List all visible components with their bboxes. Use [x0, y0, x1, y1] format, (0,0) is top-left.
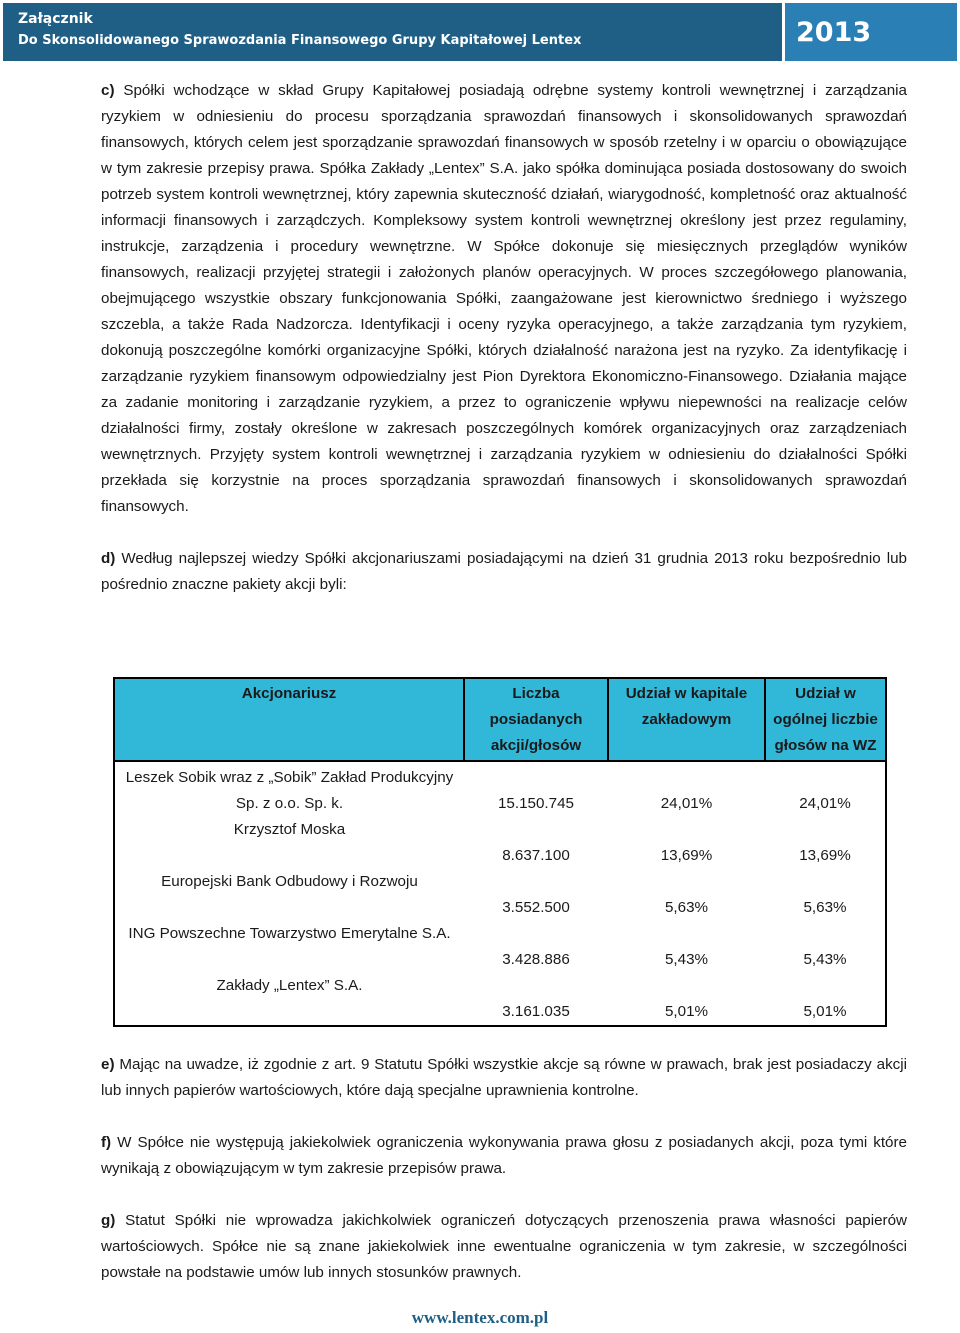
cell-capital-share: 5,01%: [664, 1003, 709, 1020]
document-body: [101, 78, 907, 598]
cell-capital-share: 24,01%: [660, 795, 713, 812]
cell-shares: 3.552.500: [502, 899, 570, 916]
section-d: [101, 546, 907, 598]
cell-capital-share: 5,63%: [664, 899, 709, 916]
col-header-shareholder: Akcjonariusz: [114, 678, 464, 761]
cell-shares: 3.428.886: [502, 951, 570, 968]
section-e: [101, 1052, 907, 1104]
cell-shares: 3.161.035: [502, 1003, 570, 1020]
table-header-row: [114, 678, 886, 761]
section-f-text: W Spółce nie występują jakiekolwiek ograniczenia wykonywania prawa głosu z posiadanych akcji, poza tymi które wynikają z obowiązującym w tym zakresie przepisów prawa.: [101, 1134, 907, 1177]
section-f: [101, 1130, 907, 1182]
section-d-marker: d): [101, 550, 116, 567]
section-g-marker: g): [101, 1212, 116, 1229]
shareholders-table: [113, 677, 887, 1027]
page-header: [3, 3, 957, 61]
section-e-marker: e): [101, 1056, 115, 1073]
section-c: [101, 78, 907, 520]
table-row: [114, 761, 886, 817]
cell-shareholder: Europejski Bank Odbudowy i Rozwoju: [161, 873, 418, 890]
section-e-text: Mając na uwadze, iż zgodnie z art. 9 Statutu Spółki wszystkie akcje są równe w prawach, brak jest posiadaczy akcji lub innych papierów wartościowych, które dają specjalne uprawnienia kontrolne.: [101, 1056, 907, 1099]
cell-shareholder: ING Powszechne Towarzystwo Emerytalne S.A.: [128, 925, 451, 942]
cell-capital-share: 13,69%: [660, 847, 713, 864]
cell-shareholder: Krzysztof Moska: [233, 821, 346, 838]
header-title-box: [3, 3, 782, 61]
cell-votes-share: 5,63%: [803, 899, 847, 916]
section-g-text: Statut Spółki nie wprowadza jakichkolwiek ograniczeń dotyczących przenoszenia prawa własności papierów wartościowych. Spółce nie są znane jakiekolwiek inne ewentualne ograniczenia w tym zakresie, w szczególności powstałe na podstawie umów lub innych stosunków prawnych.: [101, 1212, 907, 1281]
col-header-shares: Liczba posiadanych akcji/głosów: [464, 678, 608, 761]
header-year: 2013: [785, 3, 957, 61]
cell-shares: 15.150.745: [497, 795, 574, 812]
cell-votes-share: 5,01%: [803, 1003, 847, 1020]
table-row: [114, 921, 886, 973]
header-attachment-label: Załącznik: [18, 11, 93, 27]
col-header-capital-share: Udział w kapitale zakładowym: [608, 678, 765, 761]
cell-shareholder: Leszek Sobik wraz z „Sobik” Zakład Produkcyjny Sp. z o.o. Sp. k.: [125, 769, 454, 812]
section-c-marker: c): [101, 82, 115, 99]
table-row: [114, 973, 886, 1026]
cell-shareholder: Zakłady „Lentex” S.A.: [216, 977, 363, 994]
cell-votes-share: 13,69%: [799, 847, 851, 864]
col-header-votes-share: Udział w ogólnej liczbie głosów na WZ: [765, 678, 886, 761]
cell-votes-share: 24,01%: [799, 795, 851, 812]
cell-capital-share: 5,43%: [664, 951, 709, 968]
section-c-text: Spółki wchodzące w skład Grupy Kapitałowej posiadają odrębne systemy kontroli wewnętrznej i zarządzania ryzykiem w odniesieniu do procesu sporządzania sprawozdań finansowych i skonsolidowanych sprawozdań finansowych, których celem jest sporządzanie sprawozdań finansowych w sposób rzetelny i w oparciu o obowiązujące w tym zakresie przepisy prawa. Spółka Zakłady „Lentex” S.A. jako spółka dominująca posiada dostosowany do swoich potrzeb system kontroli wewnętrznej, który zapewnia skuteczność działań, wiarygodność, kompletność oraz aktualność informacji finansowych i zarządczych. Kompleksowy system kontroli wewnętrznej określony jest przez regulaminy, instrukcje, zarządzenia i procedury wewnętrzne. W Spółce dokonuje się miesięcznych przeglądów wyników finansowych, realizacji przyjętej strategii i założonych planów operacyjnych. W proces szczegółowego planowania, obejmującego wszystkie obszary funkcjonowania Spółki, zaangażowane jest kierownictwo średniego i wyższego szczebla, a także Rada Nadzorcza. Identyfikacji i oceny ryzyka operacyjnego, a także zarządzania tym ryzykiem, dokonują poszczególne komórki organizacyjne Spółki, których działalność narażona jest na ryzyko. Za identyfikację i zarządzanie ryzykiem finansowym odpowiedzialny jest Pion Dyrektora Ekonomiczno-Finansowego. Działania mające za zadanie monitoring i zarządzanie ryzykiem, a przez to ograniczenie wpływu niepewności na realizacje celów działalności firmy, zostały określone w zakresach poszczególnych komórek organizacyjnych oraz zarządzeniach wewnętrznych. Przyjęty system kontroli wewnętrznej i zarządzania ryzykiem w odniesieniu do działalności Spółki przekłada się korzystnie na proces sporządzania sprawozdań finansowych i skonsolidowanych sprawozdań finansowych.: [101, 82, 907, 515]
table-row: [114, 817, 886, 869]
section-g: [101, 1208, 907, 1286]
cell-shares: 8.637.100: [502, 847, 570, 864]
section-f-marker: f): [101, 1134, 112, 1151]
section-d-text: Według najlepszej wiedzy Spółki akcjonariuszami posiadającymi na dzień 31 grudnia 2013 roku bezpośrednio lub pośrednio znaczne pakiety akcji byli:: [101, 550, 907, 593]
footer-website: www.lentex.com.pl: [411, 1308, 549, 1327]
table-row: [114, 869, 886, 921]
cell-votes-share: 5,43%: [803, 951, 847, 968]
document-body-lower: [101, 1052, 907, 1286]
header-report-title: Do Skonsolidowanego Sprawozdania Finansowego Grupy Kapitałowej Lentex: [18, 33, 582, 48]
